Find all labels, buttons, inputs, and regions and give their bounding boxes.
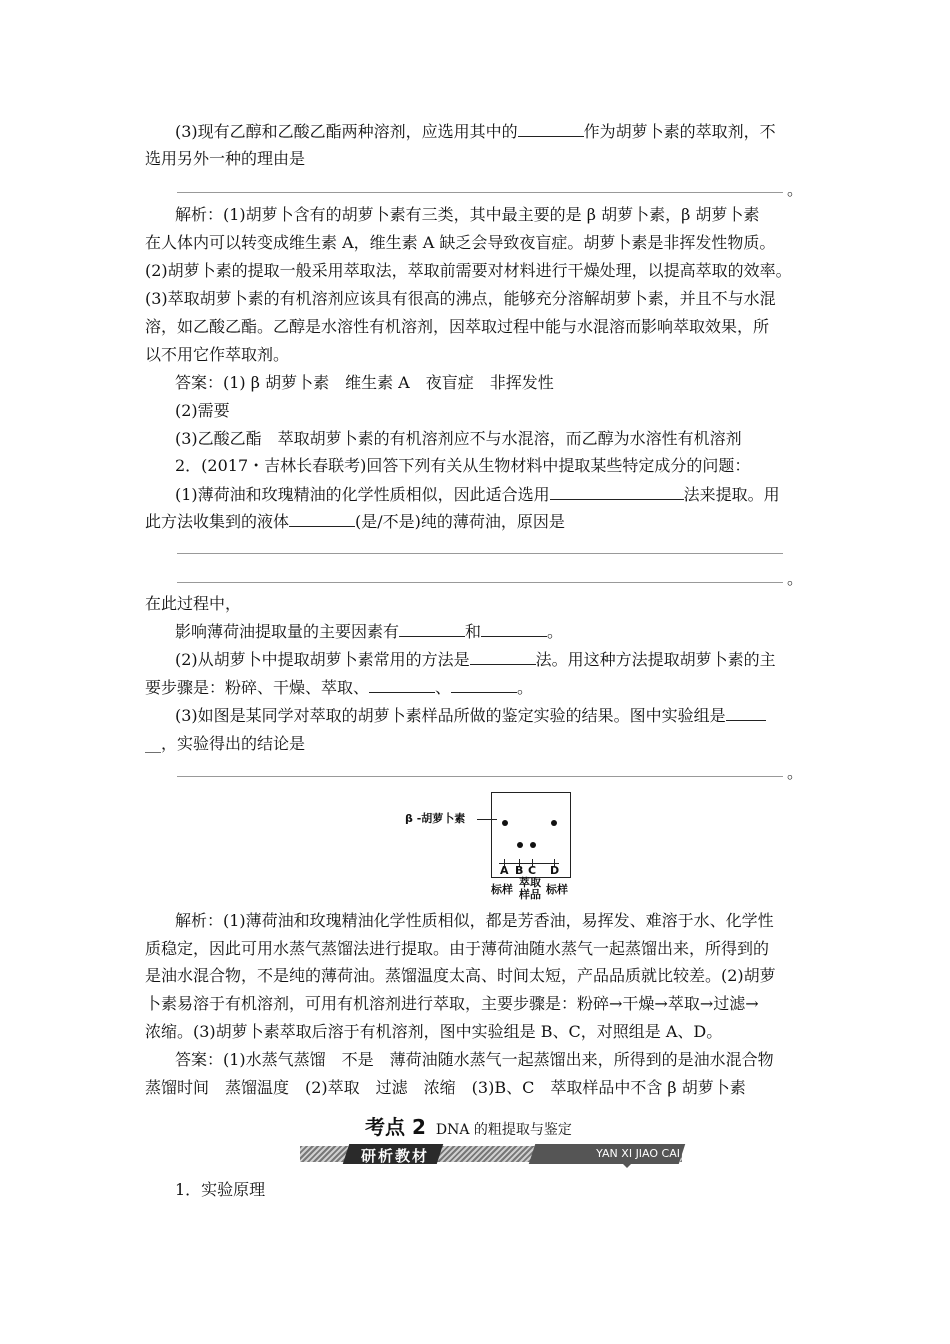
explanation-line: 卜素易溶于有机溶剂，可用有机溶剂进行萃取，主要步骤是：粉碎→干燥→萃取→过滤→ [145,994,759,1013]
subsection-title: 1．实验原理 [175,1180,266,1199]
question-line: __，实验得出的结论是 [145,734,306,753]
study-banner [300,1144,682,1166]
period: 。 [787,569,804,588]
answer-blank [289,512,355,527]
explanation-line: 溶，如乙酸乙酯。乙醇是水溶性有机溶剂，因萃取过程中能与水混溶而影响萃取效果，所 [145,317,770,336]
kaodian-number: 考点 2 [365,1115,426,1139]
lane-c: C [528,864,537,877]
answer-line [177,582,783,583]
explanation-line: 以不用它作萃取剂。 [145,345,290,364]
question-line: 要步骤是：粉碎、干燥、萃取、 、 。 [145,678,534,697]
explanation-line: 是油水混合物，不是纯的薄荷油。蒸馏温度太高、时间太短，产品品质就比较差。(2)胡萝 [145,966,776,985]
kaodian-title: DNA 的粗提取与鉴定 [435,1122,572,1138]
question-title: 2．(2017・吉林长春联考)回答下列有关从生物材料中提取某些特定成分的问题： [175,456,751,475]
explanation-line: 解析：(1)薄荷油和玫瑰精油化学性质相似，都是芳香油，易挥发、难溶于水、化学性 [175,911,774,930]
sample-label-2: 样品 [519,888,541,901]
standard-left-label: 标样 [491,883,513,896]
chevron-down-icon [622,1163,632,1168]
chromatography-paper [491,792,571,878]
sample-label-1: 萃取 [519,876,541,889]
beta-carotene-label: β -胡萝卜素 [405,812,466,825]
answer-blank [481,622,547,637]
question-line: 此方法收集到的液体 (是/不是)纯的薄荷油，原因是 [145,512,565,531]
period: 。 [787,763,804,782]
spot-b [517,842,523,848]
answer-text: 答案：(1)水蒸气蒸馏 不是 薄荷油随水蒸气一起蒸馏出来，所得到的是油水混合物 [175,1050,774,1069]
explanation-line: 质稳定，因此可用水蒸气蒸馏法进行提取。由于薄荷油随水蒸气一起蒸馏出来，所得到的 [145,939,770,958]
explanation-line: 在人体内可以转变成维生素 A，维生素 A 缺乏会导致夜盲症。胡萝卜素是非挥发性物质。 [145,233,776,252]
spot-c [530,842,536,848]
question-line: (3)现有乙醇和乙酸乙酯两种溶剂，应选用其中的 作为胡萝卜素的萃取剂，不 [175,122,776,141]
answer-blank [451,678,517,693]
answer-text: (2)需要 [175,401,230,420]
explanation-line: 浓缩。(3)胡萝卜素萃取后溶于有机溶剂，图中实验组是 B、C，对照组是 A、D。 [145,1022,723,1041]
answer-blank [369,678,435,693]
spot-a [502,820,508,826]
chromatography-figure [405,788,585,900]
banner-subtitle: YAN XI JIAO CAI [596,1147,680,1160]
answer-text: 答案：(1) β 胡萝卜素 维生素 A 夜盲症 非挥发性 [175,373,554,392]
explanation-line: (2)胡萝卜素的提取一般采用萃取法，萃取前需要对材料进行干燥处理，以提高萃取的效率。 [145,261,792,280]
lane-a: A [500,864,509,877]
banner-title: 研析教材 [360,1147,429,1165]
question-line: 影响薄荷油提取量的主要因素有 和 。 [175,622,564,641]
question-line: (3)如图是某同学对萃取的胡萝卜素样品所做的鉴定实验的结果。图中实验组是 [175,706,845,726]
answer-text: 蒸馏时间 蒸馏温度 (2)萃取 过滤 浓缩 (3)B、C 萃取样品中不含 β 胡萝卜素 [145,1078,746,1097]
answer-blank [550,485,684,500]
spot-d [551,820,557,826]
question-line: (1)薄荷油和玫瑰精油的化学性质相似，因此适合选用 法来提取。用 [175,485,780,504]
explanation-line: (3)萃取胡萝卜素的有机溶剂应该具有很高的沸点，能够充分溶解胡萝卜素，并且不与水混 [145,289,776,308]
answer-blank [518,122,584,137]
answer-text: (3)乙酸乙酯 萃取胡萝卜素的有机溶剂应不与水混溶，而乙醇为水溶性有机溶剂 [175,429,742,448]
answer-line [177,776,783,777]
lane-b: B [515,864,524,877]
answer-line [177,553,783,554]
period: 。 [787,180,804,199]
standard-right-label: 标样 [546,883,568,896]
question-line: 在此过程中， [145,594,242,613]
answer-line [177,192,783,193]
question-line: 选用另外一种的理由是 [145,149,306,168]
lane-d: D [550,864,560,877]
explanation-line: 解析：(1)胡萝卜含有的胡萝卜素有三类，其中最主要的是 β 胡萝卜素，β 胡萝卜素 [175,205,760,224]
question-line: (2)从胡萝卜中提取胡萝卜素常用的方法是 法。用这种方法提取胡萝卜素的主 [175,650,776,669]
answer-blank [470,650,536,665]
answer-blank [399,622,465,637]
section-heading [365,1111,572,1140]
answer-blank [726,706,766,721]
